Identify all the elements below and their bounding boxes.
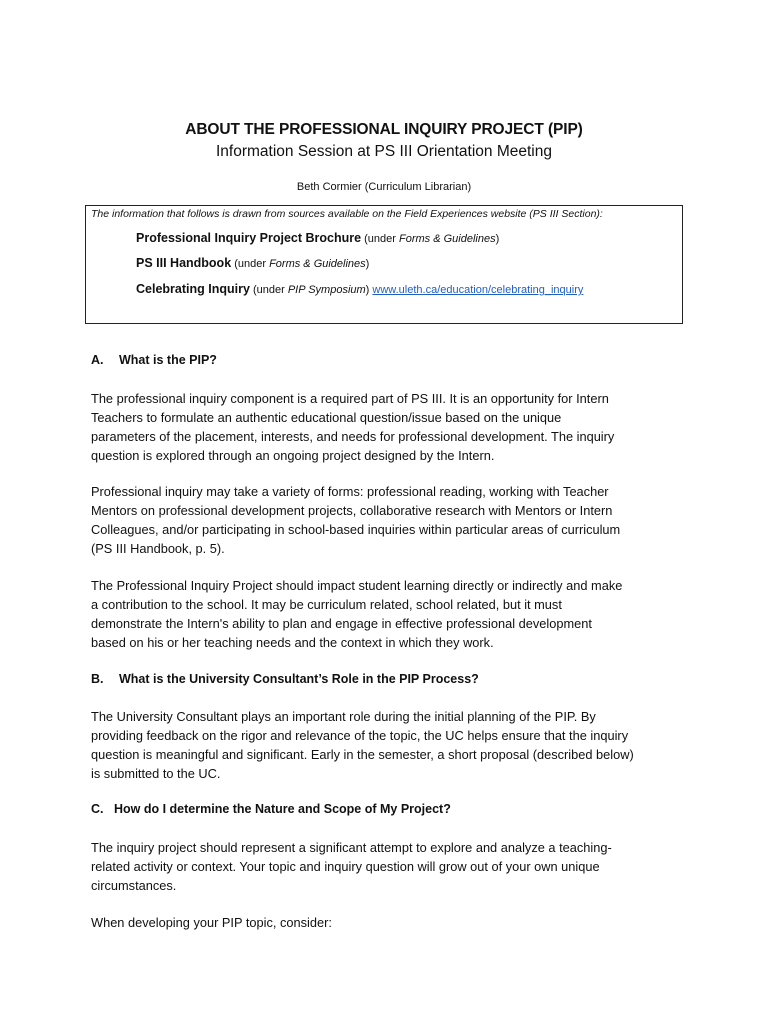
source-name: Professional Inquiry Project Brochure: [136, 231, 362, 245]
paragraph-nature-scope: The inquiry project should represent a significant attempt to explore and analyze a teaching- related activity or context. Your topic and inquiry question will grow out of your own unique circumstances.: [91, 840, 612, 893]
sources-intro: The information that follows is drawn from sources available on the Field Experiences website (PS III Section):: [91, 208, 603, 220]
section-b-heading: B. What is the University Consultant’s Role in the PIP Process?: [91, 672, 479, 686]
celebrating-inquiry-link[interactable]: www.uleth.ca/education/celebrating_inquiry: [372, 284, 584, 296]
paragraph-consultant-role: The University Consultant plays an important role during the initial planning of the PIP. By providing feedback on the rigor and relevance of the topic, the UC helps ensure that the inquiry question is meaningful and significant. Early in the semester, a short proposal (described below) is submitted to the UC.: [91, 709, 634, 781]
paragraph-pip-definition: The professional inquiry component is a required part of PS III. It is an opportunity for Intern Teachers to formulate an authentic educational question/issue based on the unique parameters of the placement, interests, and needs for professional development. The inquiry question is explored through an ongoing project designed by the Intern.: [91, 391, 615, 463]
document-subtitle: Information Session at PS III Orientation Meeting: [215, 143, 552, 160]
source-name: PS III Handbook: [136, 256, 232, 270]
source-celebrating-inquiry: Celebrating Inquiry (under PIP Symposium) www.uleth.ca/education/celebrating_inquiry: [136, 282, 584, 296]
document-title: ABOUT THE PROFESSIONAL INQUIRY PROJECT (PIP): [185, 121, 583, 138]
section-a-heading: A. What is the PIP?: [91, 353, 217, 367]
author-line: Beth Cormier (Curriculum Librarian): [296, 181, 472, 193]
paragraph-project-impact: The Professional Inquiry Project should impact student learning directly or indirectly and make a contribution to the school. It may be curriculum related, school related, but it must demonstrate the Intern's ability to plan and engage in effective professional development based on his or her teaching needs and the context in which they work.: [91, 578, 623, 650]
paragraph-inquiry-forms: Professional inquiry may take a variety of forms: professional reading, working with Teacher Mentors on professional development projects, collaborative research with Mentors or Intern Colleagues, and/or participating in school-based inquiries within particular areas of curriculum (PS III Handbook, p. 5).: [91, 484, 621, 556]
source-location: Forms & Guidelines: [398, 233, 496, 245]
section-c-heading: C. How do I determine the Nature and Scope of My Project?: [91, 802, 451, 816]
paragraph-topic-consider: When developing your PIP topic, consider:: [91, 915, 332, 930]
source-name: Celebrating Inquiry: [136, 282, 250, 296]
source-pip-brochure: Professional Inquiry Project Brochure (under Forms & Guidelines): [136, 231, 500, 245]
source-location: Forms & Guidelines: [269, 258, 366, 270]
source-location: PIP Symposium: [287, 284, 366, 296]
source-ps3-handbook: PS III Handbook (under Forms & Guidelines): [136, 256, 370, 270]
sources-box: [85, 205, 683, 324]
